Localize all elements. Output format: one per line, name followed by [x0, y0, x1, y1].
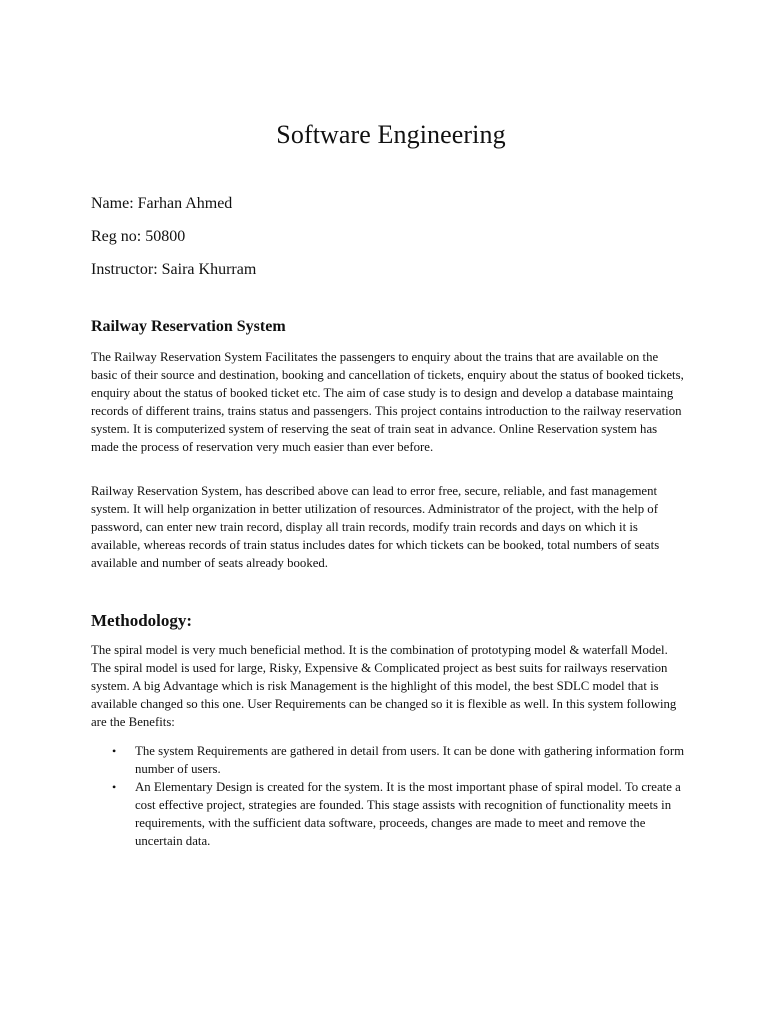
- bullet-icon: •: [112, 780, 117, 794]
- list-item-text: The system Requirements are gathered in detail from users. It can be done with gathering information form number of users.: [135, 744, 685, 776]
- list-item: [91, 742, 687, 778]
- registration-number: Reg no: 50800: [91, 228, 186, 245]
- document-title: Software Engineering: [276, 120, 506, 149]
- list-item: [91, 778, 687, 850]
- section-heading-methodology: Methodology:: [91, 611, 193, 630]
- bullet-icon: •: [112, 744, 117, 758]
- benefits-list: [91, 742, 687, 850]
- instructor-name: Instructor: Saira Khurram: [91, 261, 257, 278]
- railway-intro-paragraph: The Railway Reservation System Facilitates the passengers to enquiry about the trains that are available on the basic of their source and destination, booking and cancellation of tickets, enquiry about the status of booked tickets, enquiry about the status of booked ticket etc. The aim of case study is to design and develop a database maintaing records of different trains, trains status and passengers. This project contains introduction to the railway reservation system. It is computerized system of reserving the seat of train seat in advance. Online Reservation system has made the process of reservation very much easier than ever before.: [91, 350, 684, 454]
- methodology-paragraph: The spiral model is very much beneficial method. It is the combination of prototyping model & waterfall Model. The spiral model is used for large, Risky, Expensive & Complicated project as best suits for railways reservation system. A big Advantage which is risk Management is the highlight of this model, the best SDLC model that is available changed so this one. User Requirements can be changed so it is flexible as well. In this system following are the Benefits:: [91, 643, 677, 729]
- section-heading-railway-reservation: Railway Reservation System: [91, 318, 286, 335]
- railway-features-paragraph: Railway Reservation System, has described above can lead to error free, secure, reliable, and fast management system. It will help organization in better utilization of resources. Administrator of the project, with the help of password, can enter new train record, display all train records, modify train records and days on which it is available, whereas records of train status includes dates for which tickets can be booked, total numbers of seats available and number of seats already booked.: [91, 484, 660, 570]
- list-item-text: An Elementary Design is created for the system. It is the most important phase of spiral model. To create a cost effective project, strategies are founded. This stage assists with recognition of functionality meets in requirements, with the sufficient data software, proceeds, changes are made to meet and remove the uncertain data.: [135, 780, 681, 848]
- student-name: Name: Farhan Ahmed: [91, 195, 233, 212]
